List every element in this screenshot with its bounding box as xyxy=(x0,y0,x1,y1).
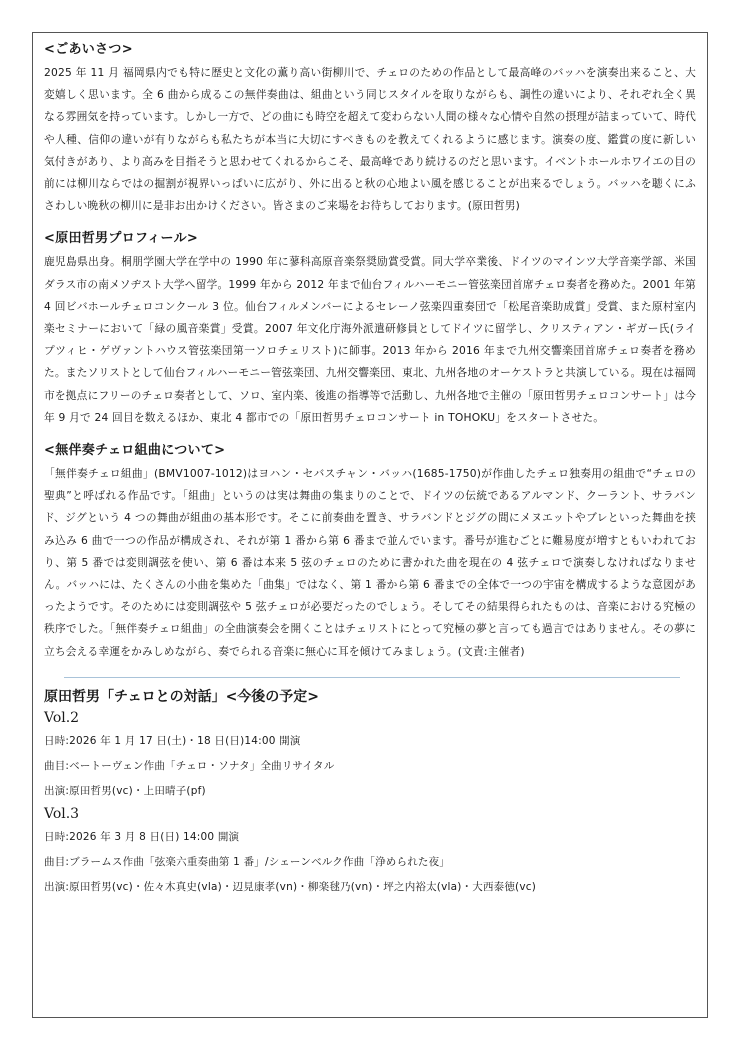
suites-section xyxy=(44,441,696,663)
profile-section xyxy=(44,229,696,429)
vol2-program: 曲目:ベートーヴェン作曲「チェロ・ソナタ」全曲リサイタル xyxy=(44,759,335,772)
vol3-program: 曲目:ブラームス作曲「弦楽六重奏曲第 1 番」/シェーンベルク作曲「浄められた夜」 xyxy=(44,855,450,868)
profile-body: 鹿児島県出身。桐朋学園大学在学中の 1990 年に蓼科高原音楽祭奨励賞受賞。同大学卒業後、ドイツのマインツ大学音楽学部、米国ダラス市の南メソヂスト大学へ留学。1999 年から 2012 年まで仙台フィルハーモニー管弦楽団首席チェロ奏者を務めた。2001 年第 4 回ビバホールチェロコンクール 3 位。仙台フィルメンバーによるセレーノ弦楽四重奏団で「松尾音楽助成賞」受賞、また原村室内楽セミナーにおいて「緑の風音楽賞」受賞。2007 年文化庁海外派遣研修員としてドイツに留学し、クリスティアン・ギガー氏(ライプツィヒ・ゲヴァントハウス管弦楽団第一ソロチェリスト)に師事。2013 年から 2016 年まで九州交響楽団首席チェロ奏者を務めた。またソリストとして仙台フィルハーモニー管弦楽団、九州交響楽団、東北、九州各地のオーケストラと共演している。現在は福岡市を拠点にフリーのチェロ奏者として、ソロ、室内楽、後進の指導等で活動し、九州各地で主催の「原田哲男チェロコンサート」は今年 9 月で 24 回目を数えるほか、東北 4 都市での「原田哲男チェロコンサート in TOHOKU」をスタートさせた。 xyxy=(44,255,696,424)
suites-body: 「無伴奏チェロ組曲」(BMV1007-1012)はヨハン・セバスチャン・バッハ(1685-1750)が作曲したチェロ独奏用の組曲で“チェロの聖典”と呼ばれる作品です。「組曲」というのは実は舞曲の集まりのことで、ドイツの伝統であるアルマンド、クーラント、サラバンド、ジグという 4 つの舞曲が組曲の基本形です。そこに前奏曲を置き、サラバンドとジグの間にメヌエットやブレといった舞曲を挟み込み 6 曲で一つの作品が構成され、それが第 1 番から第 6 番まで並んでいます。番号が進むごとに難易度が増すともいわれており、第 5 番では変則調弦を使い、第 6 番は本来 5 弦のチェロのために書かれた曲を現在の 4 弦チェロで演奏しなければなりません。バッハには、たくさんの小曲を集めた「曲集」ではなく、第 1 番から第 6 番までの全体で一つの宇宙を構成するような意図があったようです。そのためには変則調弦や 5 弦チェロが必要だったのでしょう。そしてその結果得られたものは、音楽における究極の秩序でした。「無伴奏チェロ組曲」の全曲演奏会を開くことはチェリストにとって究極の夢と言っても過言ではありません。その夢に立ち会える幸運をかみしめながら、奏でられる音楽に無心に耳を傾けてみましょう。(文責:主催者) xyxy=(44,467,696,658)
schedule-section xyxy=(44,686,696,900)
greeting-heading: <ごあいさつ> xyxy=(44,42,133,57)
vol3-performers: 出演:原田哲男(vc)・佐々木真史(vla)・辺見康孝(vn)・柳楽毬乃(vn)・坪之内裕太(vla)・大西泰徳(vc) xyxy=(44,880,537,893)
vol2-label: Vol.2 xyxy=(44,709,80,726)
suites-heading: <無伴奏チェロ組曲について> xyxy=(44,443,226,459)
vol2-performers: 出演:原田哲男(vc)・上田晴子(pf) xyxy=(44,784,206,797)
greeting-body: 2025 年 11 月 福岡県内でも特に歴史と文化の薫り高い街柳川で、チェロのための作品として最高峰のバッハを演奏出来ること、大変嬉しく思います。全 6 曲から成るこの無伴奏曲は、組曲という同じスタイルを取りながらも、調性の違いにより、それぞれ全く異なる雰囲気を持っています。しかし一方で、どの曲にも時空を超えて変わらない人間の様々な心情や自然の摂理が詰まっていて、時代や人種、信仰の違いが有りながらも私たちが本当に大切にすべきものを教えてくれるように感じます。演奏の度、鑑賞の度に新しい気付きがあり、より高みを目指そうと思わせてくれるからこそ、最高峰であり続けるのだと思います。イベントホールホワイエの目の前には柳川ならではの掘割が視界いっぱいに広がり、外に出ると秋の心地よい風を感じることが出来るでしょう。バッハを聴くにふさわしい晩秋の柳川に是非お出かけください。皆さまのご来場をお待ちしております。(原田哲男) xyxy=(44,66,696,213)
vol3-date: 日時:2026 年 3 月 8 日(日) 14:00 開演 xyxy=(44,830,240,843)
document-content xyxy=(44,40,696,900)
vol2-date: 日時:2026 年 1 月 17 日(土)・18 日(日)14:00 開演 xyxy=(44,734,301,747)
greeting-section xyxy=(44,40,696,217)
vol3-label: Vol.3 xyxy=(44,805,80,822)
schedule-title: 原田哲男「チェロとの対話」<今後の予定> xyxy=(44,688,320,705)
section-divider xyxy=(64,677,680,678)
profile-heading: <原田哲男プロフィール> xyxy=(44,231,199,247)
